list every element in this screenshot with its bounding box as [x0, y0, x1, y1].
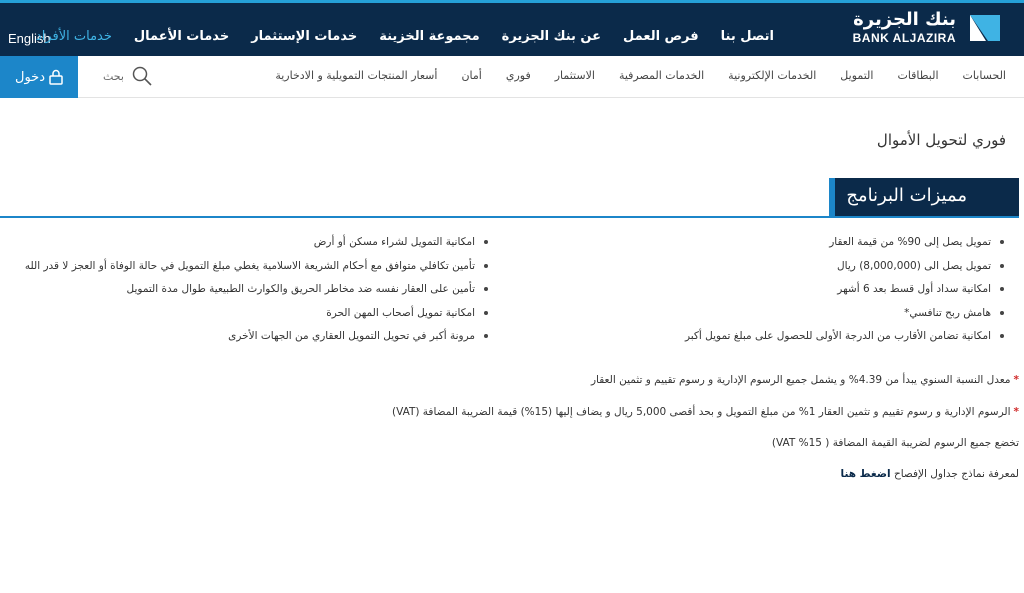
section-divider — [0, 216, 1019, 218]
feature-item: تمويل يصل الى (8,000,000) ريال — [516, 258, 1006, 282]
bank-logo-mark-icon — [968, 11, 1002, 45]
feature-item: امكانية تمويل أصحاب المهن الحرة — [0, 305, 490, 329]
product-nav — [275, 69, 1006, 82]
feature-item: امكانية تضامن الأقارب من الدرجة الأولى للحصول على مبلغ تمويل أكبر — [516, 328, 1006, 352]
nav-treasury-group[interactable]: مجموعة الخزينة — [379, 29, 480, 44]
search-label: بحث — [103, 69, 124, 83]
search-icon — [132, 66, 152, 86]
subnav-product-rates[interactable]: أسعار المنتجات التمويلية و الادخارية — [275, 69, 438, 82]
nav-about-bank[interactable]: عن بنك الجزيرة — [501, 29, 602, 44]
lock-icon — [49, 69, 63, 85]
nav-personal-services[interactable]: خدمات الأفراد — [35, 29, 112, 44]
feature-item: هامش ربح تنافسي* — [516, 305, 1006, 329]
logo-arabic-text: بنك الجزيرة — [853, 9, 956, 30]
features-list-left — [0, 234, 490, 352]
feature-item: امكانية سداد أول قسط بعد 6 أشهر — [516, 281, 1006, 305]
nav-business-services[interactable]: خدمات الأعمال — [133, 29, 230, 44]
subnav-fawri[interactable]: فوري — [505, 69, 531, 82]
nav-investment-services[interactable]: خدمات الإستثمار — [251, 29, 358, 44]
feature-item: تأمين على العقار نفسه ضد مخاطر الحريق والكوارث الطبيعية طوال مدة التمويل — [0, 281, 490, 305]
section-title: مميزات البرنامج — [846, 185, 967, 206]
search-button[interactable] — [103, 66, 152, 86]
nav-contact-us[interactable]: اتصل بنا — [720, 29, 774, 44]
footnote-star: * — [1013, 406, 1019, 418]
subnav-aman[interactable]: أمان — [461, 69, 482, 82]
feature-item: تأمين تكافلي متوافق مع أحكام الشريعة الاسلامية يغطي مبلغ التمويل في حالة الوفاة أو العجز لا قدر الله — [0, 258, 490, 282]
footnote-star: * — [1013, 374, 1019, 386]
section-header — [829, 178, 1019, 217]
language-toggle[interactable]: English — [8, 31, 51, 46]
logo-english-text: BANK ALJAZIRA — [852, 31, 956, 45]
disclosure-text: لمعرفة نماذج جداول الإفصاح — [893, 468, 1019, 480]
footnote-disclosure — [841, 468, 1020, 480]
feature-item: امكانية التمويل لشراء مسكن أو أرض — [0, 234, 490, 258]
top-header — [0, 0, 1024, 56]
footnote-fees-text: الرسوم الإدارية و رسوم تقييم و تثمين العقار 1% من مبلغ التمويل و بحد أقصى 5,000 ريال و يضاف إليها (15%) قيمة الضريبة المضافة (VAT) — [391, 406, 1011, 418]
main-nav — [36, 29, 774, 49]
footnote-apr — [591, 374, 1019, 386]
footnote-apr-text: معدل النسبة السنوي يبدأ من 4.39% و يشمل جميع الرسوم الإدارية و رسوم تقييم و تثمين العقار — [590, 374, 1011, 386]
subnav-e-services[interactable]: الخدمات الإلكترونية — [728, 69, 817, 82]
click-here-link[interactable]: اضغط هنا — [840, 468, 891, 480]
footnote-fees — [392, 406, 1019, 418]
bank-logo[interactable] — [842, 9, 1012, 49]
subnav-cards[interactable]: البطاقات — [897, 69, 939, 82]
subnav-investment[interactable]: الاستثمار — [554, 69, 595, 82]
footnote-vat: تخضع جميع الرسوم لضريبة القيمة المضافة ( 15% VAT) — [771, 437, 1019, 449]
feature-item: تمويل يصل إلى 90% من قيمة العقار — [516, 234, 1006, 258]
login-label: دخول — [15, 69, 45, 85]
subnav-accounts[interactable]: الحسابات — [962, 69, 1006, 82]
sub-nav-bar — [0, 56, 1024, 98]
subnav-finance[interactable]: التمويل — [840, 69, 874, 82]
nav-careers[interactable]: فرص العمل — [623, 29, 699, 44]
subnav-banking-services[interactable]: الخدمات المصرفية — [618, 69, 705, 82]
page-title: فوري لتحويل الأموال — [876, 131, 1006, 149]
top-accent-line — [0, 0, 1024, 3]
features-list-right — [516, 234, 1006, 352]
feature-item: مرونة أكبر في تحويل التمويل العقاري من الجهات الأخرى — [0, 328, 490, 352]
login-button[interactable] — [0, 56, 78, 98]
